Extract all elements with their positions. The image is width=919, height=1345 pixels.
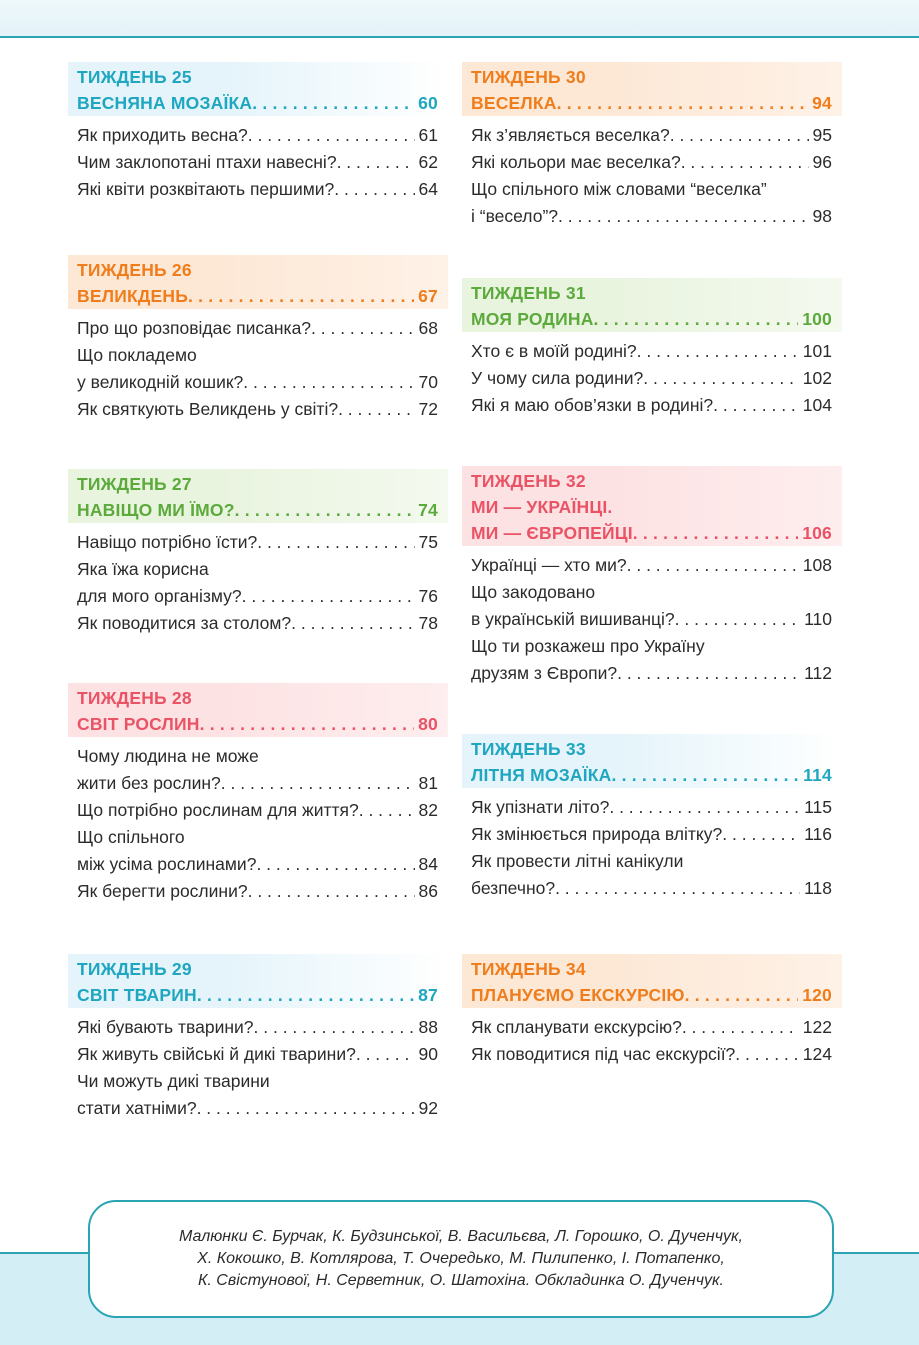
leader-dots: [682, 1014, 799, 1041]
toc-entry-page: 86: [418, 881, 438, 901]
toc-entry-page: 115: [804, 797, 832, 817]
week-theme: ВЕЛИКДЕНЬ: [77, 286, 189, 306]
leader-dots: [188, 283, 414, 309]
toc-entry-page: 95: [812, 125, 832, 145]
toc-entry-page: 68: [418, 318, 438, 338]
toc-entry[interactable]: [77, 529, 438, 556]
toc-entry-page: 62: [418, 152, 438, 172]
toc-entry-title: і “весело”?: [471, 206, 559, 226]
toc-entry-title-line: Чи можуть дикі тварини: [77, 1071, 270, 1091]
toc-entry-title: в українській вишиванці?: [471, 609, 675, 629]
toc-entry[interactable]: [77, 396, 438, 423]
toc-entry-page: 64: [418, 179, 438, 199]
leader-dots: [643, 365, 799, 392]
toc-entry[interactable]: [471, 176, 832, 230]
leader-dots: [235, 497, 415, 523]
leader-dots: [594, 306, 799, 332]
week-26-header[interactable]: [68, 255, 448, 309]
leader-dots: [722, 821, 800, 848]
toc-entry-title: друзям з Європи?: [471, 663, 618, 683]
toc-entry-title-line: Що ти розкажеш про Україну: [471, 636, 705, 656]
week-items: [68, 523, 448, 637]
leader-dots: [338, 396, 414, 423]
leader-dots: [334, 176, 414, 203]
week-items: [68, 737, 448, 905]
toc-entry[interactable]: [471, 552, 832, 579]
toc-entry-page: 110: [804, 609, 832, 629]
leader-dots: [633, 520, 798, 546]
toc-entry[interactable]: [77, 824, 438, 878]
toc-entry[interactable]: [471, 579, 832, 633]
leader-dots: [197, 982, 414, 1008]
leader-dots: [197, 1095, 415, 1122]
toc-entry-title: Хто є в моїй родині?: [471, 341, 637, 361]
leader-dots: [337, 149, 415, 176]
week-theme: СВІТ ТВАРИН: [77, 985, 197, 1005]
toc-entry[interactable]: [471, 149, 832, 176]
toc-entry-title: Що потрібно рослинам для життя?: [77, 800, 359, 820]
toc-entry-title-line: Що покладемо: [77, 345, 197, 365]
week-theme-row: [471, 982, 832, 1008]
credits-line: Малюнки Є. Бурчак, К. Будзинської, В. Васильєва, Л. Горошко, О. Дученчук,: [179, 1228, 743, 1245]
leader-dots: [252, 90, 414, 116]
toc-entry-title: безпечно?: [471, 878, 556, 898]
week-34-section: [462, 954, 842, 1068]
leader-dots: [681, 149, 809, 176]
toc-entry[interactable]: [471, 794, 832, 821]
week-label: ТИЖДЕНЬ 25: [77, 67, 192, 87]
toc-entry-title-line: Що спільного між словами “веселка”: [471, 179, 767, 199]
toc-entry-title: Як берегти рослини?: [77, 881, 248, 901]
toc-entry[interactable]: [471, 392, 832, 419]
toc-entry-title: Як упізнати літо?: [471, 797, 610, 817]
week-label: ТИЖДЕНЬ 34: [471, 959, 586, 979]
week-items: [68, 309, 448, 423]
toc-entry[interactable]: [471, 821, 832, 848]
leader-dots: [359, 797, 415, 824]
leader-dots: [609, 794, 800, 821]
week-theme-row: [77, 711, 438, 737]
week-34-header[interactable]: [462, 954, 842, 1008]
leader-dots: [555, 875, 800, 902]
week-page-number: 100: [802, 309, 832, 329]
toc-entry-page: 70: [418, 372, 438, 392]
toc-entry-page: 98: [812, 206, 832, 226]
toc-entry-page: 118: [804, 878, 832, 898]
week-label: ТИЖДЕНЬ 33: [471, 739, 586, 759]
week-page-number: 94: [812, 93, 832, 113]
toc-entry-page: 90: [418, 1044, 438, 1064]
leader-dots: [675, 606, 800, 633]
week-33-section: [462, 734, 842, 902]
toc-entry-title: У чому сила родини?: [471, 368, 644, 388]
leader-dots: [611, 762, 799, 788]
leader-dots: [713, 392, 799, 419]
week-theme: ВЕСНЯНА МОЗАЇКА: [77, 93, 253, 113]
toc-entry[interactable]: [77, 342, 438, 396]
top-decorative-band: [0, 0, 919, 38]
toc-entry-page: 88: [418, 1017, 438, 1037]
toc-entry[interactable]: [471, 1014, 832, 1041]
toc-entry-title-line: Що спільного: [77, 827, 185, 847]
week-32-section: [462, 466, 842, 687]
toc-entry-title: Які бувають тварини?: [77, 1017, 254, 1037]
toc-entry[interactable]: [77, 315, 438, 342]
toc-entry-page: 96: [812, 152, 832, 172]
week-30-section: [462, 62, 842, 230]
toc-entry[interactable]: [77, 878, 438, 905]
toc-entry[interactable]: [471, 365, 832, 392]
week-theme: ЛІТНЯ МОЗАЇКА: [471, 765, 612, 785]
toc-entry[interactable]: [77, 610, 438, 637]
toc-entry-title: Як поводитися за столом?: [77, 613, 292, 633]
week-29-header[interactable]: [68, 954, 448, 1008]
week-30-header[interactable]: [462, 62, 842, 116]
week-31-section: [462, 278, 842, 419]
week-25-header[interactable]: [68, 62, 448, 116]
toc-entry-title: Як змінюється природа влітку?: [471, 824, 723, 844]
leader-dots: [221, 770, 415, 797]
week-theme-row: [77, 982, 438, 1008]
week-theme: СВІТ РОСЛИН: [77, 714, 200, 734]
week-items: [462, 788, 842, 902]
toc-entry[interactable]: [471, 848, 832, 902]
week-theme-row: [471, 520, 832, 546]
toc-entry-title: Як поводитися під час екскурсії?: [471, 1044, 736, 1064]
toc-entry-page: 82: [418, 800, 438, 820]
week-page-number: 87: [418, 985, 438, 1005]
week-26-section: [68, 255, 448, 423]
toc-entry-title: Які я маю обов’язки в родині?: [471, 395, 714, 415]
toc-entry-page: 112: [804, 663, 832, 683]
week-theme: НАВІЩО МИ ЇМО?: [77, 500, 235, 520]
toc-entry-title: жити без рослин?: [77, 773, 221, 793]
toc-entry-page: 75: [418, 532, 438, 552]
week-page-number: 80: [418, 714, 438, 734]
toc-entry[interactable]: [77, 149, 438, 176]
toc-entry-title-line: Що закодовано: [471, 582, 596, 602]
toc-entry-title: для мого організму?: [77, 586, 242, 606]
toc-entry-page: 108: [802, 555, 832, 575]
week-theme: МИ — ЄВРОПЕЙЦІ: [471, 523, 633, 543]
toc-entry-title: Навіщо потрібно їсти?: [77, 532, 258, 552]
week-label: ТИЖДЕНЬ 26: [77, 260, 192, 280]
leader-dots: [291, 610, 414, 637]
week-theme-row: [77, 497, 438, 523]
leader-dots: [735, 1041, 799, 1068]
leader-dots: [248, 878, 415, 905]
leader-dots: [670, 122, 809, 149]
week-theme-row: [471, 306, 832, 332]
toc-entry-title: Які квіти розквітають першими?: [77, 179, 335, 199]
week-theme: ПЛАНУЄМО ЕКСКУРСІЮ: [471, 985, 685, 1005]
week-31-header[interactable]: [462, 278, 842, 332]
week-page-number: 67: [418, 286, 438, 306]
week-items: [462, 116, 842, 230]
week-25-section: [68, 62, 448, 203]
leader-dots: [242, 583, 415, 610]
toc-entry[interactable]: [77, 743, 438, 797]
leader-dots: [200, 711, 414, 737]
toc-entry-title: стати хатніми?: [77, 1098, 197, 1118]
week-items: [462, 332, 842, 419]
leader-dots: [617, 660, 800, 687]
toc-entry-page: 101: [802, 341, 832, 361]
toc-entry-title: Як з’являється веселка?: [471, 125, 670, 145]
week-page-number: 114: [803, 765, 832, 785]
leader-dots: [254, 1014, 415, 1041]
week-items: [68, 1008, 448, 1122]
week-theme: МОЯ РОДИНА: [471, 309, 594, 329]
toc-entry-title-line: Чому людина не може: [77, 746, 259, 766]
credits-line: Х. Кокошко, В. Котлярова, Т. Очередько, М. Пилипенко, І. Потапенко,: [197, 1250, 725, 1267]
week-items: [462, 1008, 842, 1068]
toc-entry-title: Як спланувати екскурсію?: [471, 1017, 682, 1037]
week-28-section: [68, 683, 448, 905]
toc-entry-title: Які кольори має веселка?: [471, 152, 681, 172]
week-theme-row: [471, 90, 832, 116]
toc-entry[interactable]: [77, 1068, 438, 1122]
leader-dots: [257, 529, 414, 556]
week-27-section: [68, 469, 448, 637]
week-28-header[interactable]: [68, 683, 448, 737]
toc-entry-page: 61: [418, 125, 438, 145]
week-label: ТИЖДЕНЬ 30: [471, 67, 586, 87]
toc-entry[interactable]: [471, 1041, 832, 1068]
week-label: ТИЖДЕНЬ 28: [77, 688, 192, 708]
leader-dots: [637, 338, 799, 365]
toc-entry[interactable]: [77, 1014, 438, 1041]
toc-entry-page: 72: [418, 399, 438, 419]
week-label: ТИЖДЕНЬ 29: [77, 959, 192, 979]
leader-dots: [685, 982, 799, 1008]
week-page-number: 60: [418, 93, 438, 113]
toc-entry-title: Про що розповідає писанка?: [77, 318, 312, 338]
toc-entry[interactable]: [471, 633, 832, 687]
toc-entry-title-line: Як провести літні канікули: [471, 851, 684, 871]
credits-line: К. Свістунової, Н. Серветник, О. Шатохіна. Обкладинка О. Дученчук.: [197, 1272, 724, 1289]
toc-entry-title-line: Яка їжа корисна: [77, 559, 209, 579]
leader-dots: [248, 122, 415, 149]
toc-entry-title: у великодній кошик?: [77, 372, 244, 392]
week-label: ТИЖДЕНЬ 32: [471, 471, 586, 491]
leader-dots: [557, 90, 809, 116]
toc-entry-title: Чим заклопотані птахи навесні?: [77, 152, 337, 172]
toc-entry[interactable]: [77, 176, 438, 203]
toc-entry-page: 122: [802, 1017, 832, 1037]
week-theme-row: [77, 90, 438, 116]
toc-entry[interactable]: [77, 122, 438, 149]
toc-entry-page: 84: [418, 854, 438, 874]
leader-dots: [627, 552, 799, 579]
week-label: ТИЖДЕНЬ 31: [471, 283, 586, 303]
toc-entry-page: 102: [802, 368, 832, 388]
toc-entry-title: Як живуть свійські й дикі тварини?: [77, 1044, 356, 1064]
toc-entry[interactable]: [77, 1041, 438, 1068]
toc-entry-page: 116: [804, 824, 832, 844]
week-theme-row: [471, 762, 832, 788]
leader-dots: [243, 369, 414, 396]
toc-entry[interactable]: [471, 338, 832, 365]
toc-entry-page: 124: [802, 1044, 832, 1064]
week-items: [68, 116, 448, 203]
week-page-number: 120: [802, 985, 832, 1005]
leader-dots: [558, 203, 809, 230]
leader-dots: [311, 315, 415, 342]
week-label: ТИЖДЕНЬ 27: [77, 474, 192, 494]
leader-dots: [256, 851, 414, 878]
week-29-section: [68, 954, 448, 1122]
toc-entry-page: 78: [418, 613, 438, 633]
illustrations-credits-box: [88, 1200, 834, 1318]
week-items: [462, 546, 842, 687]
toc-entry[interactable]: [77, 556, 438, 610]
week-page-number: 106: [802, 523, 832, 543]
toc-entry-page: 104: [802, 395, 832, 415]
toc-entry[interactable]: [77, 797, 438, 824]
toc-entry-page: 76: [418, 586, 438, 606]
week-32-header[interactable]: [462, 466, 842, 546]
week-theme-row: [77, 283, 438, 309]
toc-entry-title: між усіма рослинами?: [77, 854, 257, 874]
week-theme-line: МИ — УКРАЇНЦІ.: [471, 497, 613, 517]
week-page-number: 74: [418, 500, 438, 520]
toc-entry-page: 92: [418, 1098, 438, 1118]
toc-entry[interactable]: [471, 122, 832, 149]
toc-entry-title: Українці — хто ми?: [471, 555, 627, 575]
toc-entry-title: Як приходить весна?: [77, 125, 248, 145]
toc-entry-title: Як святкують Великдень у світі?: [77, 399, 339, 419]
week-theme: ВЕСЕЛКА: [471, 93, 557, 113]
week-27-header[interactable]: [68, 469, 448, 523]
toc-entry-page: 81: [418, 773, 438, 793]
week-33-header[interactable]: [462, 734, 842, 788]
leader-dots: [356, 1041, 415, 1068]
